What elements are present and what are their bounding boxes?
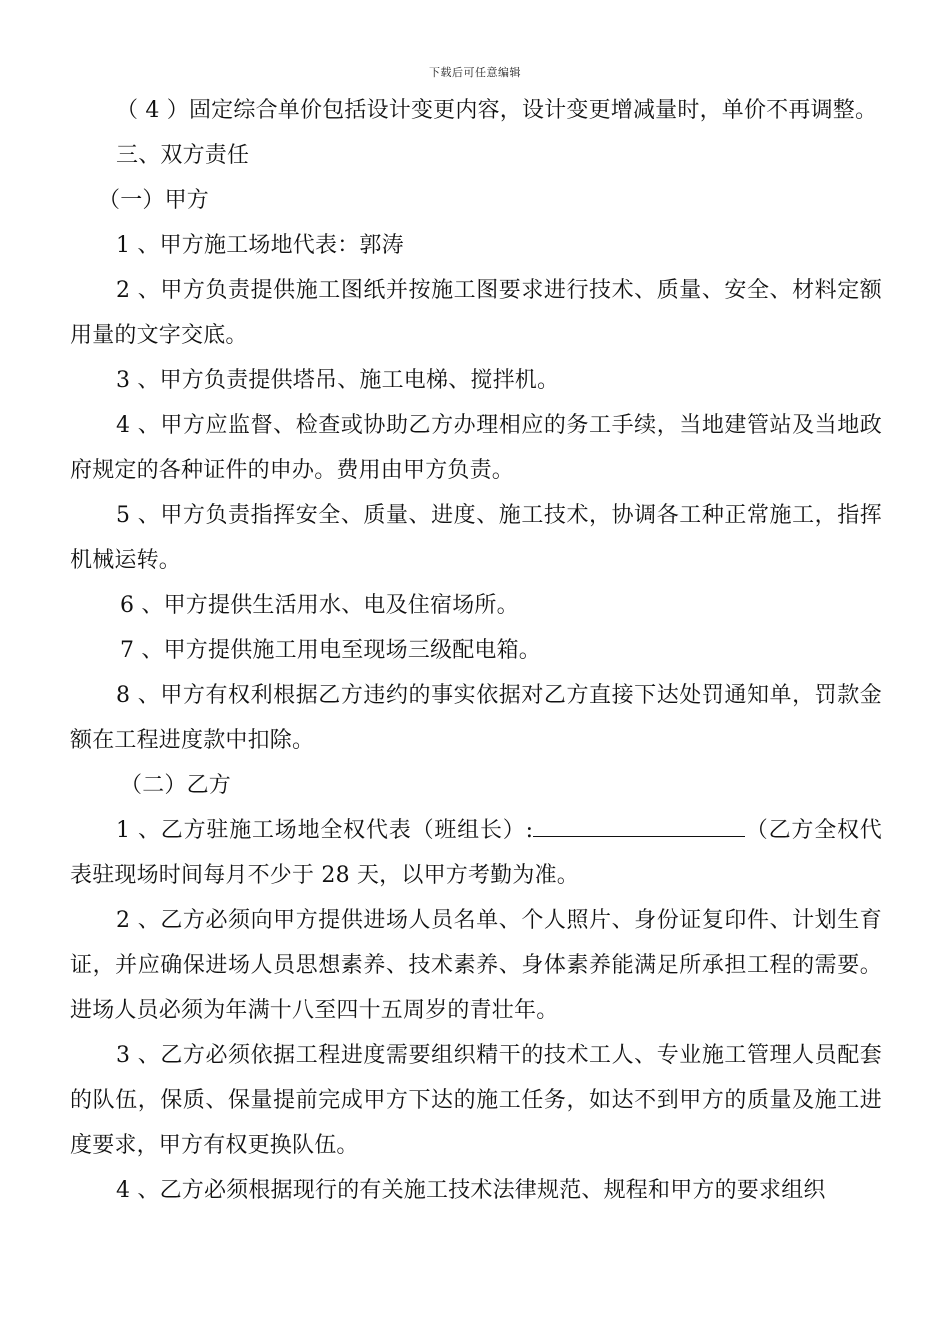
- subheading-party-b: （二）乙方: [120, 773, 232, 798]
- paragraph-b-2: 2 、乙方必须向甲方提供进场人员名单、个人照片、身份证复印件、计划生育证，并应确保进场人员思想素养、技术素养、身体素养能满足所承担工程的需要。进场人员必须为年满十八至四十五周岁的青壮年。: [70, 908, 882, 1023]
- paragraph-b-1-lead: 1 、乙方驻施工场地全权代表（班组长）:: [116, 818, 534, 843]
- representative-blank-line: [533, 818, 745, 837]
- paragraph-a-1: 1 、甲方施工场地代表：郭涛: [116, 233, 404, 258]
- paragraph-b-4: 4 、乙方必须根据现行的有关施工技术法律规范、规程和甲方的要求组织: [116, 1178, 826, 1203]
- paragraph-b-1-tail: （乙方全权代表驻现场时间每月不少于 28 天，以甲方考勤为准。: [70, 818, 883, 888]
- paragraph-b-3: 3 、乙方必须依据工程进度需要组织精干的技术工人、专业施工管理人员配套的队伍，保质、保量提前完成甲方下达的施工任务，如达不到甲方的质量及施工进度要求，甲方有权更换队伍。: [70, 1043, 882, 1158]
- subheading-party-a: （一）甲方: [98, 188, 210, 213]
- paragraph-a-3: 3 、甲方负责提供塔吊、施工电梯、搅拌机。: [116, 368, 560, 393]
- paragraph-unit-price: （ 4 ）固定综合单价包括设计变更内容，设计变更增减量时，单价不再调整。: [116, 98, 878, 123]
- page-header-note: 下载后可任意编辑: [429, 66, 521, 79]
- paragraph-b-1: [70, 808, 882, 898]
- paragraph-a-7: 7 、甲方提供施工用电至现场三级配电箱。: [120, 638, 541, 663]
- paragraph-a-2: 2 、甲方负责提供施工图纸并按施工图要求进行技术、质量、安全、材料定额用量的文字交底。: [70, 278, 882, 348]
- section-heading-responsibilities: 三、双方责任: [116, 143, 250, 168]
- paragraph-a-6: 6 、甲方提供生活用水、电及住宿场所。: [120, 593, 519, 618]
- paragraph-a-4: 4 、甲方应监督、检查或协助乙方办理相应的务工手续，当地建管站及当地政府规定的各种证件的申办。费用由甲方负责。: [70, 413, 882, 483]
- paragraph-a-5: 5 、甲方负责指挥安全、质量、进度、施工技术，协调各工种正常施工，指挥机械运转。: [70, 503, 882, 573]
- document-body: [70, 88, 882, 1213]
- paragraph-a-8: 8 、甲方有权利根据乙方违约的事实依据对乙方直接下达处罚通知单，罚款金额在工程进度款中扣除。: [70, 683, 882, 753]
